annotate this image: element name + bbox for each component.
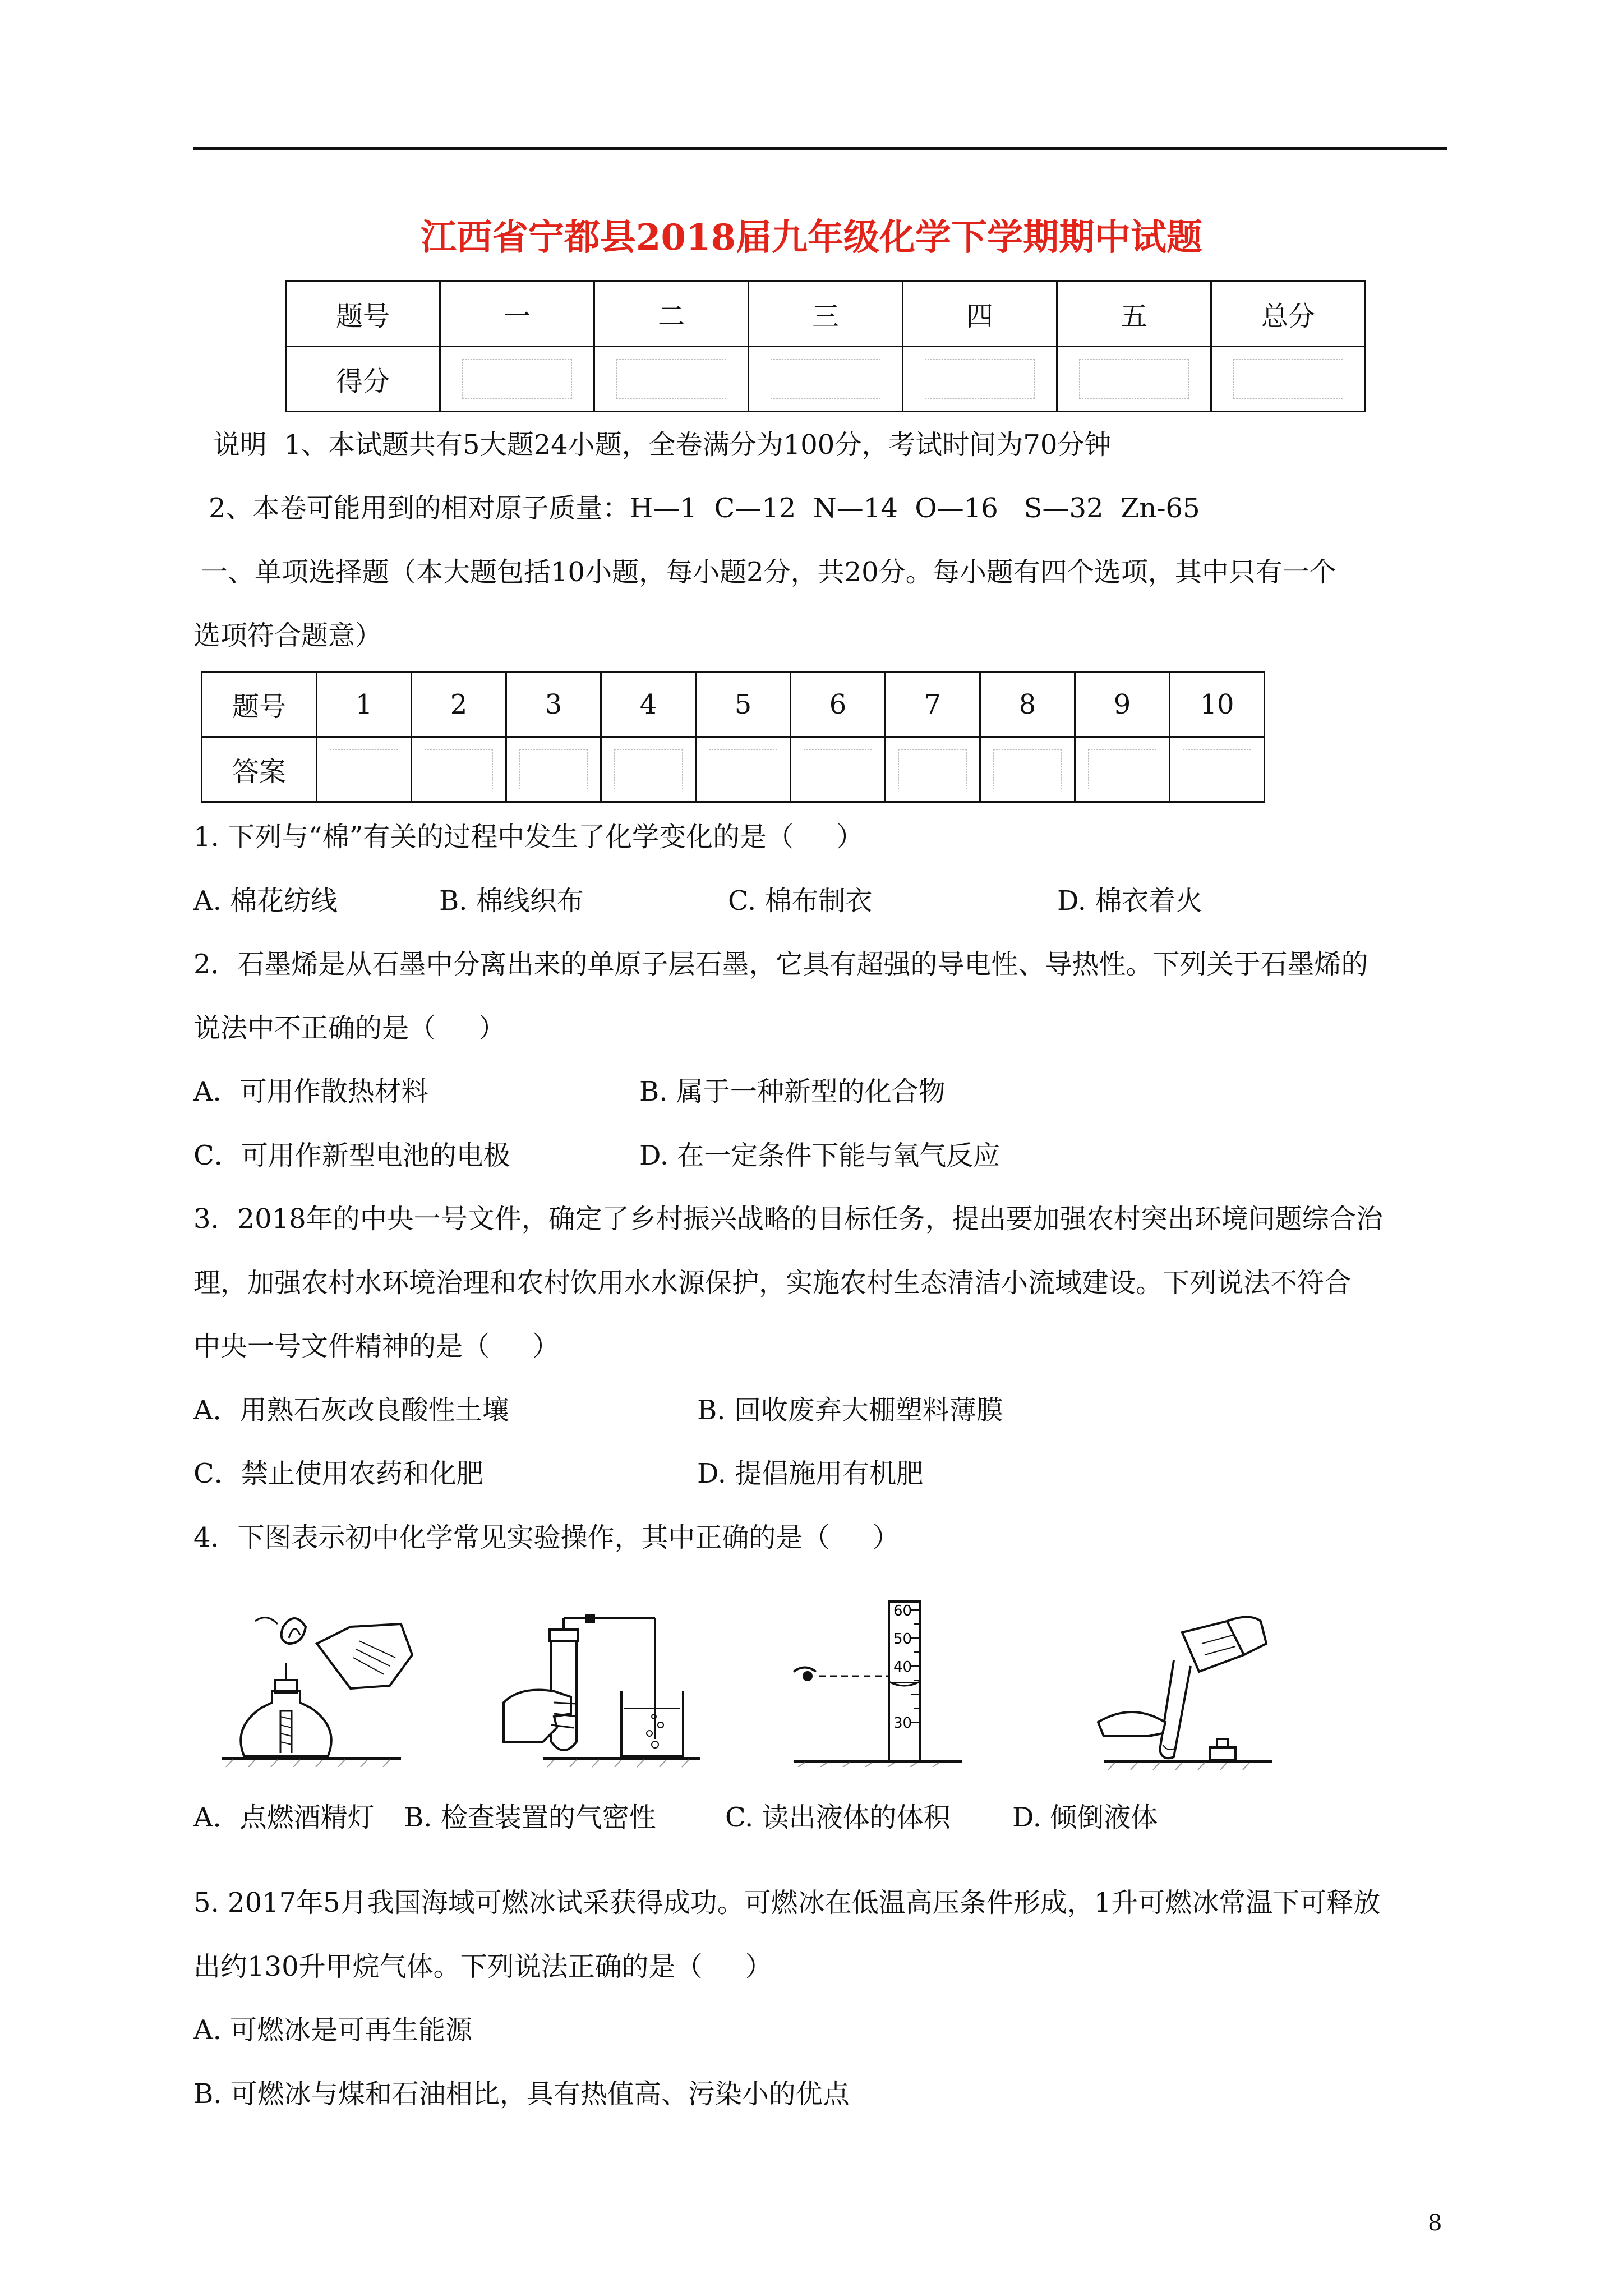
answer-header-cell: 5 (696, 672, 791, 737)
score-input[interactable] (616, 359, 726, 399)
score-header-cell: 二 (594, 282, 749, 347)
page-number: 8 (1428, 2210, 1442, 2236)
pouring-liquid-figure (1092, 1610, 1278, 1773)
airtightness-check-figure (487, 1607, 700, 1770)
cylinder-tick-60: 60 (893, 1603, 912, 1619)
answer-input[interactable] (1088, 749, 1156, 790)
answer-header-cell: 3 (506, 672, 601, 737)
section-heading-line1: 一、单项选择题（本大题包括10小题，每小题2分，共20分。每小题有四个选项，其中只有一个 (201, 556, 1336, 588)
question-2-option-d[interactable]: D. 在一定条件下能与氧气反应 (639, 1140, 1000, 1171)
question-4-option-a[interactable]: A．点燃酒精灯 (193, 1802, 375, 1833)
answer-header-cell: 7 (886, 672, 980, 737)
answer-input[interactable] (993, 749, 1062, 790)
section-heading-line2: 选项符合题意） (193, 620, 382, 651)
question-1-stem: 1. 下列与“棉”有关的过程中发生了化学变化的是（ ） (193, 821, 864, 853)
score-input[interactable] (1233, 359, 1343, 399)
answer-header-cell: 8 (980, 672, 1075, 737)
question-2-option-c[interactable]: C．可用作新型电池的电极 (193, 1140, 510, 1171)
score-header-cell: 三 (749, 282, 903, 347)
answer-input[interactable] (898, 749, 967, 790)
answer-input[interactable] (1183, 749, 1251, 790)
question-1-option-d[interactable]: D. 棉衣着火 (1057, 885, 1203, 917)
score-table-header-row (286, 282, 1366, 347)
question-3-option-c[interactable]: C．禁止使用农药和化肥 (193, 1458, 483, 1489)
cylinder-tick-40: 40 (893, 1659, 912, 1676)
note-1: 说明 1、本试题共有5大题24小题，全卷满分为100分，考试时间为70分钟 (213, 429, 1112, 461)
answer-table-input-row (202, 737, 1265, 802)
answer-header-cell: 题号 (202, 672, 317, 737)
answer-header-cell: 10 (1170, 672, 1265, 737)
question-4-option-d[interactable]: D. 倾倒液体 (1012, 1802, 1158, 1833)
answer-cell (696, 737, 791, 802)
answer-header-cell: 1 (317, 672, 412, 737)
answer-cell (601, 737, 696, 802)
answer-cell (791, 737, 886, 802)
question-5-option-a[interactable]: A. 可燃冰是可再生能源 (193, 2014, 473, 2046)
score-input[interactable] (771, 359, 880, 399)
question-3-option-a[interactable]: A．用熟石灰改良酸性土壤 (193, 1395, 509, 1426)
score-input[interactable] (925, 359, 1035, 399)
question-4-option-c[interactable]: C. 读出液体的体积 (725, 1802, 951, 1833)
answer-input[interactable] (804, 749, 872, 790)
score-row-label: 得分 (286, 347, 440, 412)
answer-input[interactable] (519, 749, 588, 790)
question-4-option-b[interactable]: B. 检查装置的气密性 (404, 1802, 656, 1833)
question-3-option-b[interactable]: B. 回收废弃大棚塑料薄膜 (697, 1395, 1003, 1426)
question-2-stem-line2: 说法中不正确的是（ ） (193, 1013, 506, 1044)
score-header-cell: 一 (440, 282, 594, 347)
question-1-option-c[interactable]: C. 棉布制衣 (728, 885, 873, 917)
score-cell (1211, 347, 1366, 412)
answer-input[interactable] (330, 749, 398, 790)
page-title: 江西省宁都县2018届九年级化学下学期期中试题 (420, 217, 1203, 259)
answer-cell (980, 737, 1075, 802)
alcohol-lamp-figure (222, 1604, 435, 1767)
score-header-cell: 总分 (1211, 282, 1366, 347)
graduated-cylinder-figure (782, 1599, 984, 1767)
score-input[interactable] (1079, 359, 1189, 399)
score-cell (440, 347, 594, 412)
cylinder-tick-30: 30 (893, 1715, 912, 1732)
answer-table-header-row (202, 672, 1265, 737)
answer-header-cell: 6 (791, 672, 886, 737)
score-cell (749, 347, 903, 412)
question-5-stem-line1: 5. 2017年5月我国海域可燃冰试采获得成功。可燃冰在低温高压条件形成，1升可燃冰常温下可释放 (193, 1887, 1381, 1918)
question-5-option-b[interactable]: B. 可燃冰与煤和石油相比，具有热值高、污染小的优点 (193, 2078, 850, 2110)
answer-cell (317, 737, 412, 802)
answer-row-label: 答案 (202, 737, 317, 802)
cylinder-tick-50: 50 (893, 1631, 912, 1648)
answer-input[interactable] (425, 749, 493, 790)
answer-cell (412, 737, 506, 802)
question-5-stem-line2: 出约130升甲烷气体。下列说法正确的是（ ） (193, 1951, 772, 1982)
answer-cell (506, 737, 601, 802)
header-rule (193, 147, 1447, 150)
question-4-stem: 4．下图表示初中化学常见实验操作，其中正确的是（ ） (193, 1522, 900, 1553)
answer-header-cell: 9 (1075, 672, 1170, 737)
answer-input[interactable] (614, 749, 683, 790)
question-3-option-d[interactable]: D. 提倡施用有机肥 (697, 1458, 924, 1489)
score-table (285, 280, 1366, 412)
question-1-option-a[interactable]: A. 棉花纺线 (193, 885, 338, 917)
answer-cell (886, 737, 980, 802)
answer-table (201, 671, 1265, 803)
score-header-cell: 四 (903, 282, 1057, 347)
answer-cell (1075, 737, 1170, 802)
question-2-stem-line1: 2．石墨烯是从石墨中分离出来的单原子层石墨，它具有超强的导电性、导热性。下列关于石墨烯的 (193, 949, 1368, 980)
question-1-option-b[interactable]: B. 棉线织布 (439, 885, 584, 917)
question-3-stem-line3: 中央一号文件精神的是（ ） (193, 1331, 560, 1362)
answer-header-cell: 2 (412, 672, 506, 737)
answer-cell (1170, 737, 1265, 802)
question-2-option-a[interactable]: A．可用作散热材料 (193, 1076, 428, 1107)
score-table-input-row (286, 347, 1366, 412)
score-input[interactable] (462, 359, 572, 399)
question-2-option-b[interactable]: B. 属于一种新型的化合物 (639, 1076, 946, 1107)
note-2: 2、本卷可能用到的相对原子质量：H—1 C—12 N—14 O—16 S—32 Zn-65 (209, 493, 1200, 524)
answer-input[interactable] (709, 749, 777, 790)
score-cell (903, 347, 1057, 412)
question-3-stem-line2: 理，加强农村水环境治理和农村饮用水水源保护，实施农村生态清洁小流域建设。下列说法不符合 (193, 1267, 1352, 1299)
score-cell (1057, 347, 1211, 412)
score-cell (594, 347, 749, 412)
score-header-cell: 五 (1057, 282, 1211, 347)
score-header-cell: 题号 (286, 282, 440, 347)
question-3-stem-line1: 3．2018年的中央一号文件，确定了乡村振兴战略的目标任务，提出要加强农村突出环境问题综合治 (193, 1203, 1383, 1235)
answer-header-cell: 4 (601, 672, 696, 737)
